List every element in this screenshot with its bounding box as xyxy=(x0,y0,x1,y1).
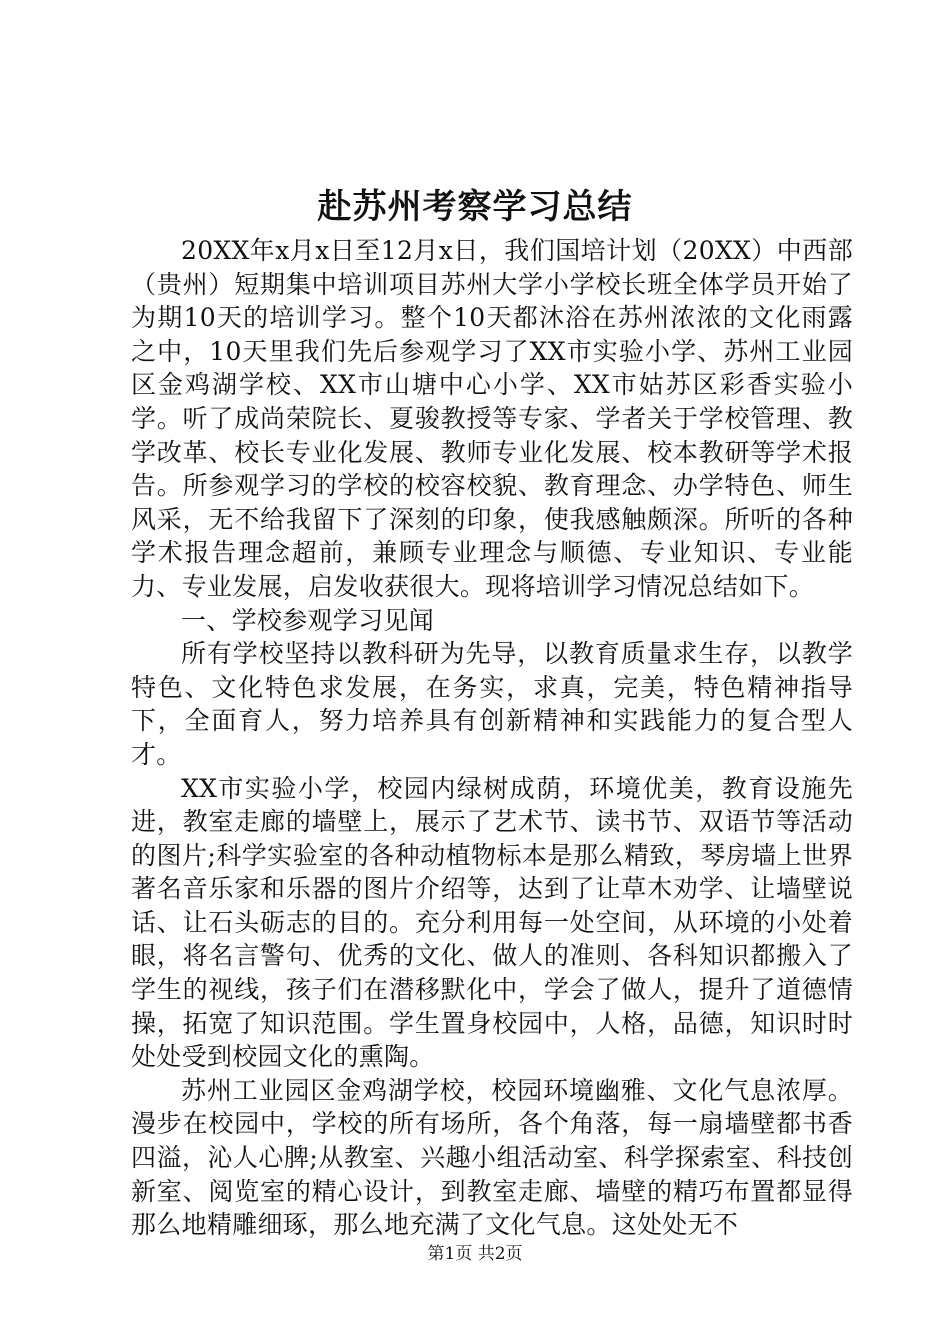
section-heading: 一、学校参观学习见闻 xyxy=(181,605,435,635)
paragraph-jinjihu-school: 苏州工业园区金鸡湖学校，校园环境幽雅、文化气息浓厚。漫步在校园中，学校的所有场所，各个角落，每一扇墙壁都书香四溢，沁人心脾;从教室、兴趣小组活动室、科学探索室、科技创新室、阅览室的精心设计，到教室走廊、墙壁的精巧布置都显得那么地精雕细琢，那么地充满了文化气息。这处处无不 xyxy=(131,1075,854,1240)
document-title: 赴苏州考察学习总结 xyxy=(317,187,633,227)
document-body xyxy=(131,234,853,1242)
page-footer: 第1页 共2页 xyxy=(427,1244,523,1264)
paragraph-overview: 所有学校坚持以教科研为先导，以教育质量求生存，以教学特色、文化特色求发展，在务实，求真，完美，特色精神指导下，全面育人，努力培养具有创新精神和实践能力的复合型人才。 xyxy=(131,639,853,769)
paragraph-experimental-school: XX市实验小学，校园内绿树成荫，环境优美，教育设施先进，教室走廊的墙壁上，展示了艺术节、读书节、双语节等活动的图片;科学实验室的各种动植物标本是那么精致，琴房墙上世界著名音乐家和乐器的图片介绍等，达到了让草木劝学、让墙壁说话、让石头砺志的目的。充分利用每一处空间，从环境的小处着眼，将名言警句、优秀的文化、做人的准则、各科知识都搬入了学生的视线，孩子们在潜移默化中，学会了做人，提升了道德情操，拓宽了知识范围。学生置身校园中，人格，品德，知识时时处处受到校园文化的熏陶。 xyxy=(131,773,854,1072)
paragraph-intro: 20XX年x月x日至12月x日，我们国培计划（20XX）中西部（贵州）短期集中培训项目苏州大学小学校长班全体学员开始了为期10天的培训学习。整个10天都沐浴在苏州浓浓的文化雨露之中，10天里我们先后参观学习了XX市实验小学、苏州工业园区金鸡湖学校、XX市山塘中心小学、XX市姑苏区彩香实验小学。听了成尚荣院长、夏骏教授等专家、学者关于学校管理、教学改革、校长专业化发展、教师专业化发展、校本教研等学术报告。所参观学习的学校的校容校貌、教育理念、办学特色、师生风采，无不给我留下了深刻的印象，使我感触颇深。所听的各种学术报告理念超前，兼顾专业理念与顺德、专业知识、专业能力、专业发展，启发收获很大。现将培训学习情况总结如下。 xyxy=(131,236,853,601)
